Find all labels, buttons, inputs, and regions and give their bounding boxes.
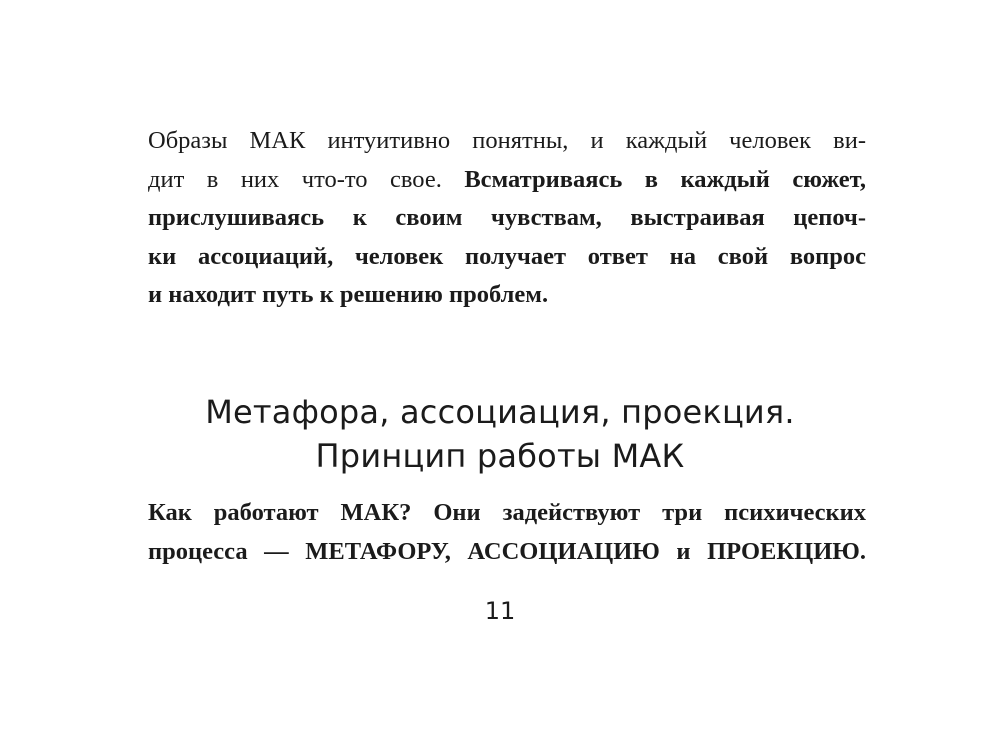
lead-paragraph bbox=[148, 494, 866, 571]
section-heading-line: Метафора, ассоциация, проекция. bbox=[205, 393, 795, 431]
paragraph-line: прислушиваясь к своим чувствам, выстраивая цепоч- bbox=[148, 204, 866, 231]
paragraph-line: ки ассоциаций, человек получает ответ на свой вопрос bbox=[148, 242, 866, 270]
paragraph-line: Образы МАК интуитивно понятны, и каждый человек ви- bbox=[148, 127, 866, 154]
paragraph-line: и находит путь к решению проблем. bbox=[148, 281, 549, 308]
lead-line: процесса — МЕТАФОРУ, АССОЦИАЦИЮ и ПРОЕКЦИЮ. bbox=[148, 537, 866, 565]
paragraph-bold-text: Всматриваясь в каждый сюжет, bbox=[464, 165, 866, 193]
page-number: 11 bbox=[484, 597, 516, 625]
section-heading bbox=[0, 390, 1000, 478]
section-heading-line: Принцип работы МАК bbox=[315, 437, 685, 475]
intro-paragraph bbox=[148, 122, 866, 315]
paragraph-regular-text: дит в них что-то свое. bbox=[148, 165, 465, 193]
paragraph-line bbox=[148, 161, 866, 200]
lead-line: Как работают МАК? Они задействуют три психических bbox=[148, 499, 866, 526]
